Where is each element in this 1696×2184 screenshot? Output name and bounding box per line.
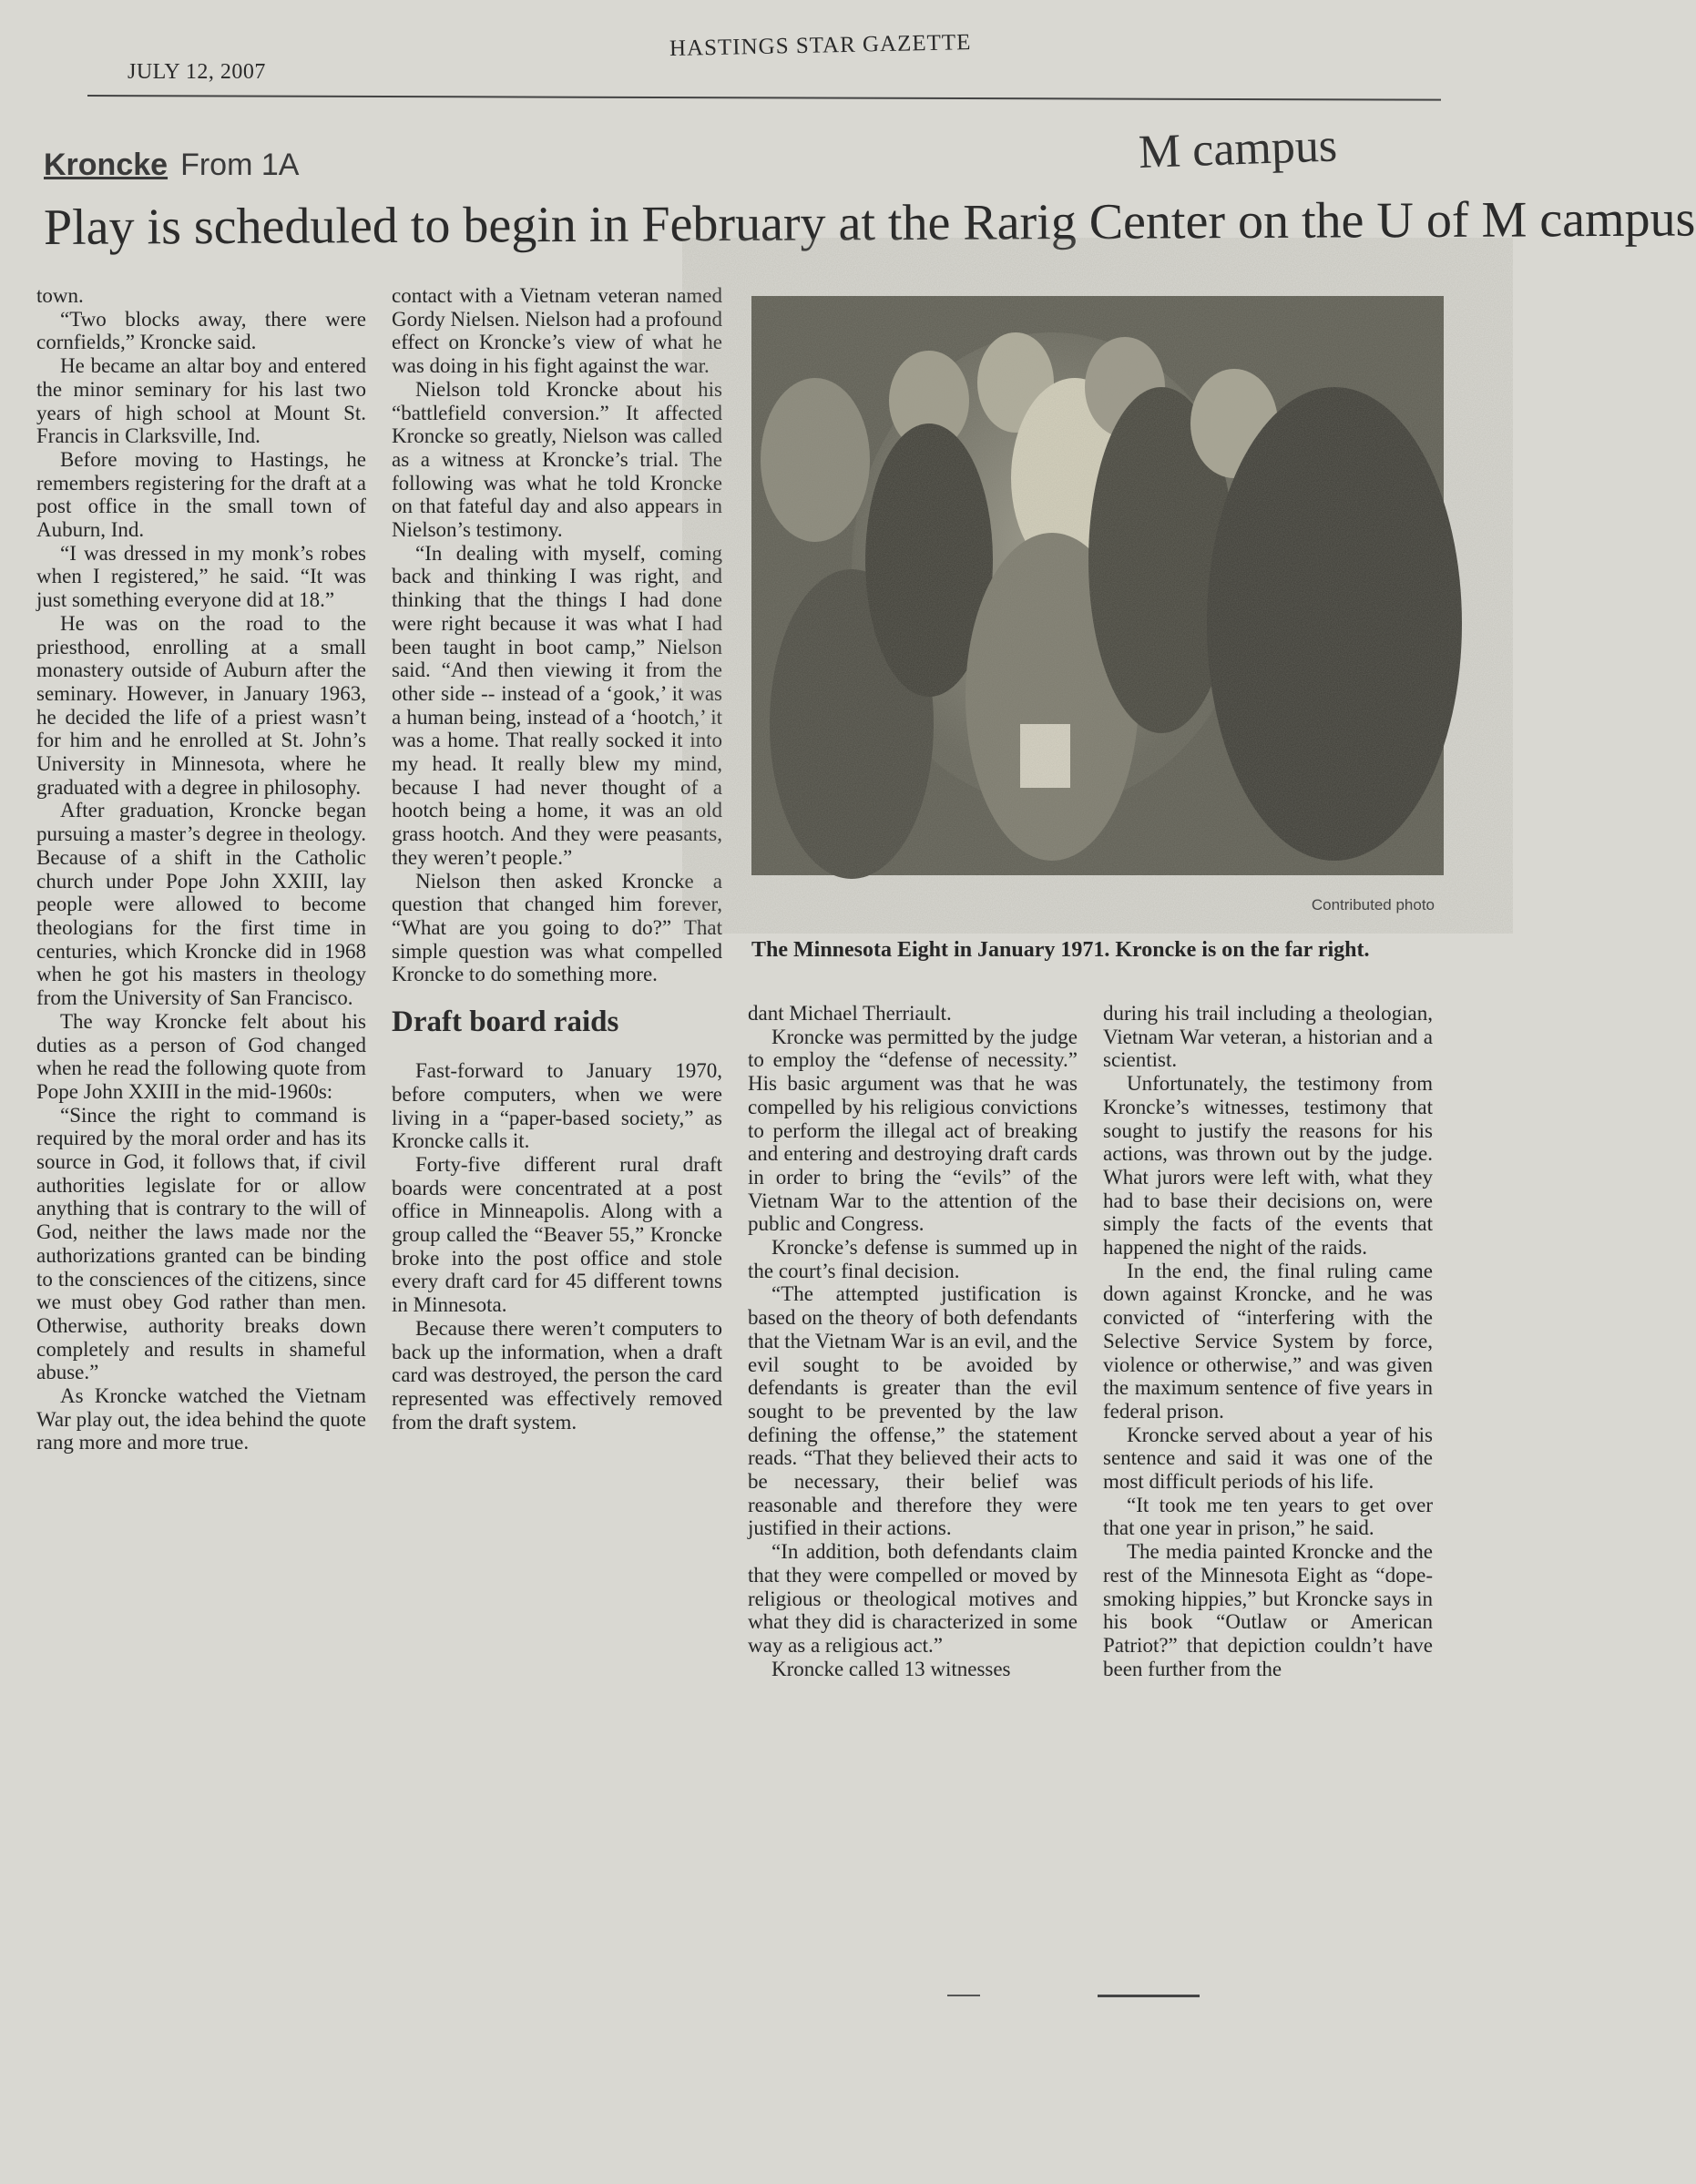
paragraph: “I was dressed in my monk’s robes when I registered,” he said. “It was just something everyone did at 18.” [36, 541, 366, 612]
paragraph: As Kroncke watched the Vietnam War play out, the idea behind the quote rang more and more true. [36, 1384, 366, 1454]
article-column-2 [392, 284, 722, 1434]
paragraph: The media painted Kroncke and the rest of the Minnesota Eight as “dope-smoking hippies,” but Kroncke says in his book “Outlaw or American Patriot?” that depiction couldn’t have been further from the [1103, 1540, 1433, 1680]
paragraph: In the end, the final ruling came down against Kroncke, and he was convicted of “interfering with the Selective Service System by force, violence or otherwise,” and was given the maximum sentence of five years in federal prison. [1103, 1259, 1433, 1423]
kicker-name: Kroncke [44, 148, 169, 182]
publication-date: JULY 12, 2007 [128, 60, 266, 84]
headline: Play is scheduled to begin in February at the Rarig Center on the U of M campus [43, 190, 1696, 256]
newspaper-name: HASTINGS STAR GAZETTE [669, 30, 972, 61]
headline-clip [43, 190, 1696, 268]
paragraph: Kroncke was permitted by the judge to employ the “defense of necessity.” His basic argument was that he was compelled by his religious convictions to perform the illegal act of breaking and entering and destroying draft cards in order to bring the “evils” of the Vietnam War to the attention of the public and Congress. [748, 1025, 1078, 1236]
article-column-3 [748, 1002, 1078, 1680]
jump-kicker [44, 148, 299, 183]
paragraph: Kroncke’s defense is summed up in the court’s final decision. [748, 1236, 1078, 1282]
headline-overflow: M campus [1138, 119, 1338, 179]
paragraph: “In addition, both defendants claim that they were compelled or moved by religious or theological motives and what they did is characterized in some way as a religious act.” [748, 1540, 1078, 1657]
paragraph: Before moving to Hastings, he remembers registering for the draft at a post office in the small town of Auburn, Ind. [36, 447, 366, 542]
paragraph: “It took me ten years to get over that one year in prison,” he said. [1103, 1493, 1433, 1540]
paragraph: Nielson told Kroncke about his “battlefield conversion.” It affected Kroncke so greatly, Nielson was called as a witness at Kroncke’s trial. The following was what he told Kroncke on that fateful day and also appears in Nielson’s testimony. [392, 377, 722, 542]
paragraph: He was on the road to the priesthood, enrolling at a small monastery outside of Auburn after the seminary. However, in January 1963, he decided the life of a priest wasn’t for him and he enrolled at St. John’s University in Minnesota, where he graduated with a degree in philosophy. [36, 611, 366, 799]
paragraph: He became an altar boy and entered the minor seminary for his last two years of high school at Mount St. Francis in Clarksville, Ind. [36, 354, 366, 448]
column-end-rule [947, 1995, 980, 1996]
paragraph: “In dealing with myself, coming back and thinking I was right, and thinking that the things I had done were right because it was what I had been taught in boot camp,” Nielson said. “And then viewing it from the other side -- instead of a ‘gook,’ it was a human being, instead of a ‘hootch,’ it was a home. That really socked it into my head. It really blew my mind, because I had never thought of a hootch being a home, it was an old grass hootch. And they were peasants, they weren’t people.” [392, 541, 722, 869]
kicker-from: From 1A [180, 148, 300, 182]
subheading: Draft board raids [392, 1005, 619, 1039]
group-photo-image [751, 296, 1444, 875]
photo-credit: Contributed photo [1311, 896, 1435, 913]
header-rule [87, 95, 1441, 101]
paragraph: town. [36, 284, 84, 307]
paragraph: Fast-forward to January 1970, before computers, when we were living in a “paper-based society,” as Kroncke calls it. [392, 1059, 722, 1153]
paragraph: “Since the right to command is required by the moral order and has its source in God, it follows that, if civil authorities legislate for or allow anything that is contrary to the will of God, neither the laws made nor the authorizations granted can be binding to the consciences of the citizens, since we must obey God rather than men. Otherwise, authority breaks down completely and results in shameful abuse.” [36, 1103, 366, 1384]
photo-caption: The Minnesota Eight in January 1971. Kroncke is on the far right. [751, 938, 1370, 962]
paragraph: Kroncke served about a year of his sentence and said it was one of the most difficult periods of his life. [1103, 1423, 1433, 1494]
paragraph: “Two blocks away, there were cornfields,” Kroncke said. [36, 307, 366, 354]
paragraph: “The attempted justification is based on the theory of both defendants that the Vietnam War is an evil, and the evil sought to be avoided by defendants is greater than the evil sought to be prevented by the law defining the offense,” the statement reads. “That they believed their acts to be necessary, their belief was reasonable and therefore they were justified in their actions. [748, 1282, 1078, 1540]
article-column-4 [1103, 1002, 1433, 1680]
paragraph: The way Kroncke felt about his duties as a person of God changed when he read the following quote from Pope John XXIII in the mid-1960s: [36, 1009, 366, 1103]
paragraph: Because there weren’t computers to back up the information, when a draft card was destroyed, the person the card represented was effectively removed from the draft system. [392, 1316, 722, 1434]
article-column-1 [36, 284, 366, 1454]
news-photo [751, 296, 1444, 875]
paragraph: Forty-five different rural draft boards were concentrated at a post office in Minneapolis. Along with a group called the “Beaver 55,” Kroncke broke into the post office and stole every draft card for 45 different towns in Minnesota. [392, 1152, 722, 1317]
paragraph: Unfortunately, the testimony from Kroncke’s witnesses, testimony that sought to justify the reasons for his actions, was thrown out by the judge. What jurors were left with, what they had to base their decisions on, were simply the facts of the events that happened the night of the raids. [1103, 1072, 1433, 1260]
paragraph: dant Michael Therriault. [748, 1002, 952, 1025]
paragraph: during his trail including a theologian, Vietnam War veteran, a historian and a scientist. [1103, 1002, 1433, 1072]
paragraph: Kroncke called 13 witnesses [771, 1657, 1011, 1680]
column-end-rule [1098, 1995, 1200, 1997]
paragraph: Nielson then asked Kroncke a question that changed him forever, “What are you going to do?” That simple question was what compelled Kroncke to do something more. [392, 869, 722, 986]
paragraph: After graduation, Kroncke began pursuing a master’s degree in theology. Because of a shift in the Catholic church under Pope John XXIII, lay people were allowed to become theologians for the first time in centuries, which Kroncke did in 1968 when he got his masters in theology from the University of San Francisco. [36, 799, 366, 1010]
paragraph: contact with a Vietnam veteran named Gordy Nielsen. Nielson had a profound effect on Kroncke’s view of what he was doing in his fight against the war. [392, 284, 722, 378]
